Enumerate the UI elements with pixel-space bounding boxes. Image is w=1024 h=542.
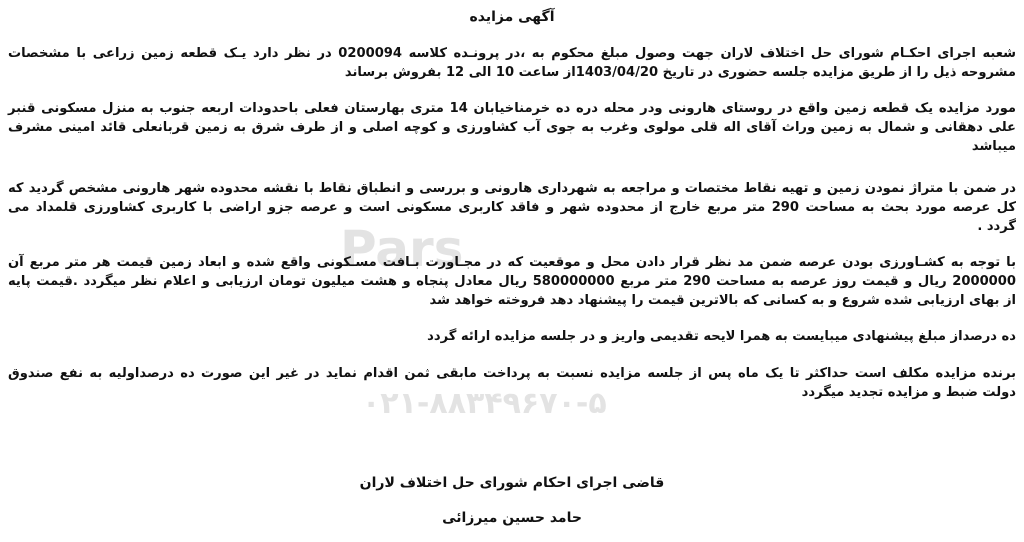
text-line: از بهای ارزیابی شده شروع و به کسانی که بالاترین قیمت را پیشنهاد دهد فروخته خواهد شد [429,292,1016,308]
text-line: 2000000 ریال و قیمت روز عرصه به مساحت 290 متر مربع 580000000 ریال معادل پنجاه و هشت میلیون تومان ارزیابی و اعلام نظر میگردد .قیمت پایه [8,273,1016,289]
text-line: شعبه اجرای احکـام شورای حل اختلاف لاران جهت وصول مبلغ محکوم به ،در پرونـده کلاسه 0200094 در نظر دارد یـک قطعه زمین زراعی با مشخصات [8,46,1016,61]
paragraph-valuation [8,254,1016,310]
text-line: در ضمن با متراژ نمودن زمین و تهیه نقاط مختصات و مراجعه به شهرداری هارونی و بررسی و انطباق نقاط با نقشه محدوده شهر هارونی مشخص گردید که [8,181,1016,196]
text-line: مشروحه ذیل را از طریق مزایده جلسه حضوری در تاریخ 1403/04/20از ساعت 10 الی 12 بفروش برساند [344,64,1016,80]
paragraph-winner-obligation [8,365,1016,403]
text-line: کل عرصه مورد بحث به مساحت 290 متر مربع خارج از محدوده شهر و فاقد کاربری مسکونی است و عرصه جزو اراضی با کاربری کشاورزی قلمداد می [8,199,1016,215]
paragraph-property-description [8,100,1016,156]
signer-title: قاضی اجرای احکام شورای حل اختلاف لاران [359,475,665,491]
notice-title: آگهی مزایده [469,9,555,25]
text-line: برنده مزایده مکلف است حداکثر تا یک ماه پس از جلسه مزایده نسبت به پرداخت مابقی ثمن اقدام نماید در غیر این صورت ده درصداولیه به نفع صندوق [8,366,1016,381]
text-line: ده درصداز مبلغ پیشنهادی میبایست به همرا لایحه تقدیمی واریز و در جلسه مزایده ارائه گردد [427,329,1016,344]
text-line: با توجه به کشـاورزی بودن عرصه ضمن مد نظر قرار دادن محل و موقعیت که در مجـاورت بـافت مسـکونی واقع شده و ابعاد زمین قیمت هر متر مربع آن [8,255,1016,270]
text-line: مورد مزایده یک قطعه زمین واقع در روستای هارونی ودر محله دره ده خرمناخیابان 14 متری بهارستان فعلی باحدودات اربعه جنوب به منزل مسکونی قنبر [8,101,1016,116]
watermark-phone: ۰۲۱-۸۸۳۴۹۶۷۰-۵ [362,386,607,421]
paragraph-survey-finding [8,180,1016,236]
paragraph-deposit [8,328,1016,347]
text-line: علی دهقانی و شمال به زمین وراث آقای اله قلی مولوی وغرب به جوی آب کشاورزی و کوچه اصلی و از طرف شرق به زمین قربانعلی قائد امینی مشرف [8,119,1016,135]
signer-name: حامد حسین میرزائی [442,510,582,526]
watermark-brand: Pars [340,220,464,278]
text-line: دولت ضبط و مزایده تجدید میگردد [801,384,1016,400]
text-line: گردد . [977,218,1016,234]
text-line: میباشد [971,138,1016,154]
paragraph-auction-intro [8,45,1016,83]
